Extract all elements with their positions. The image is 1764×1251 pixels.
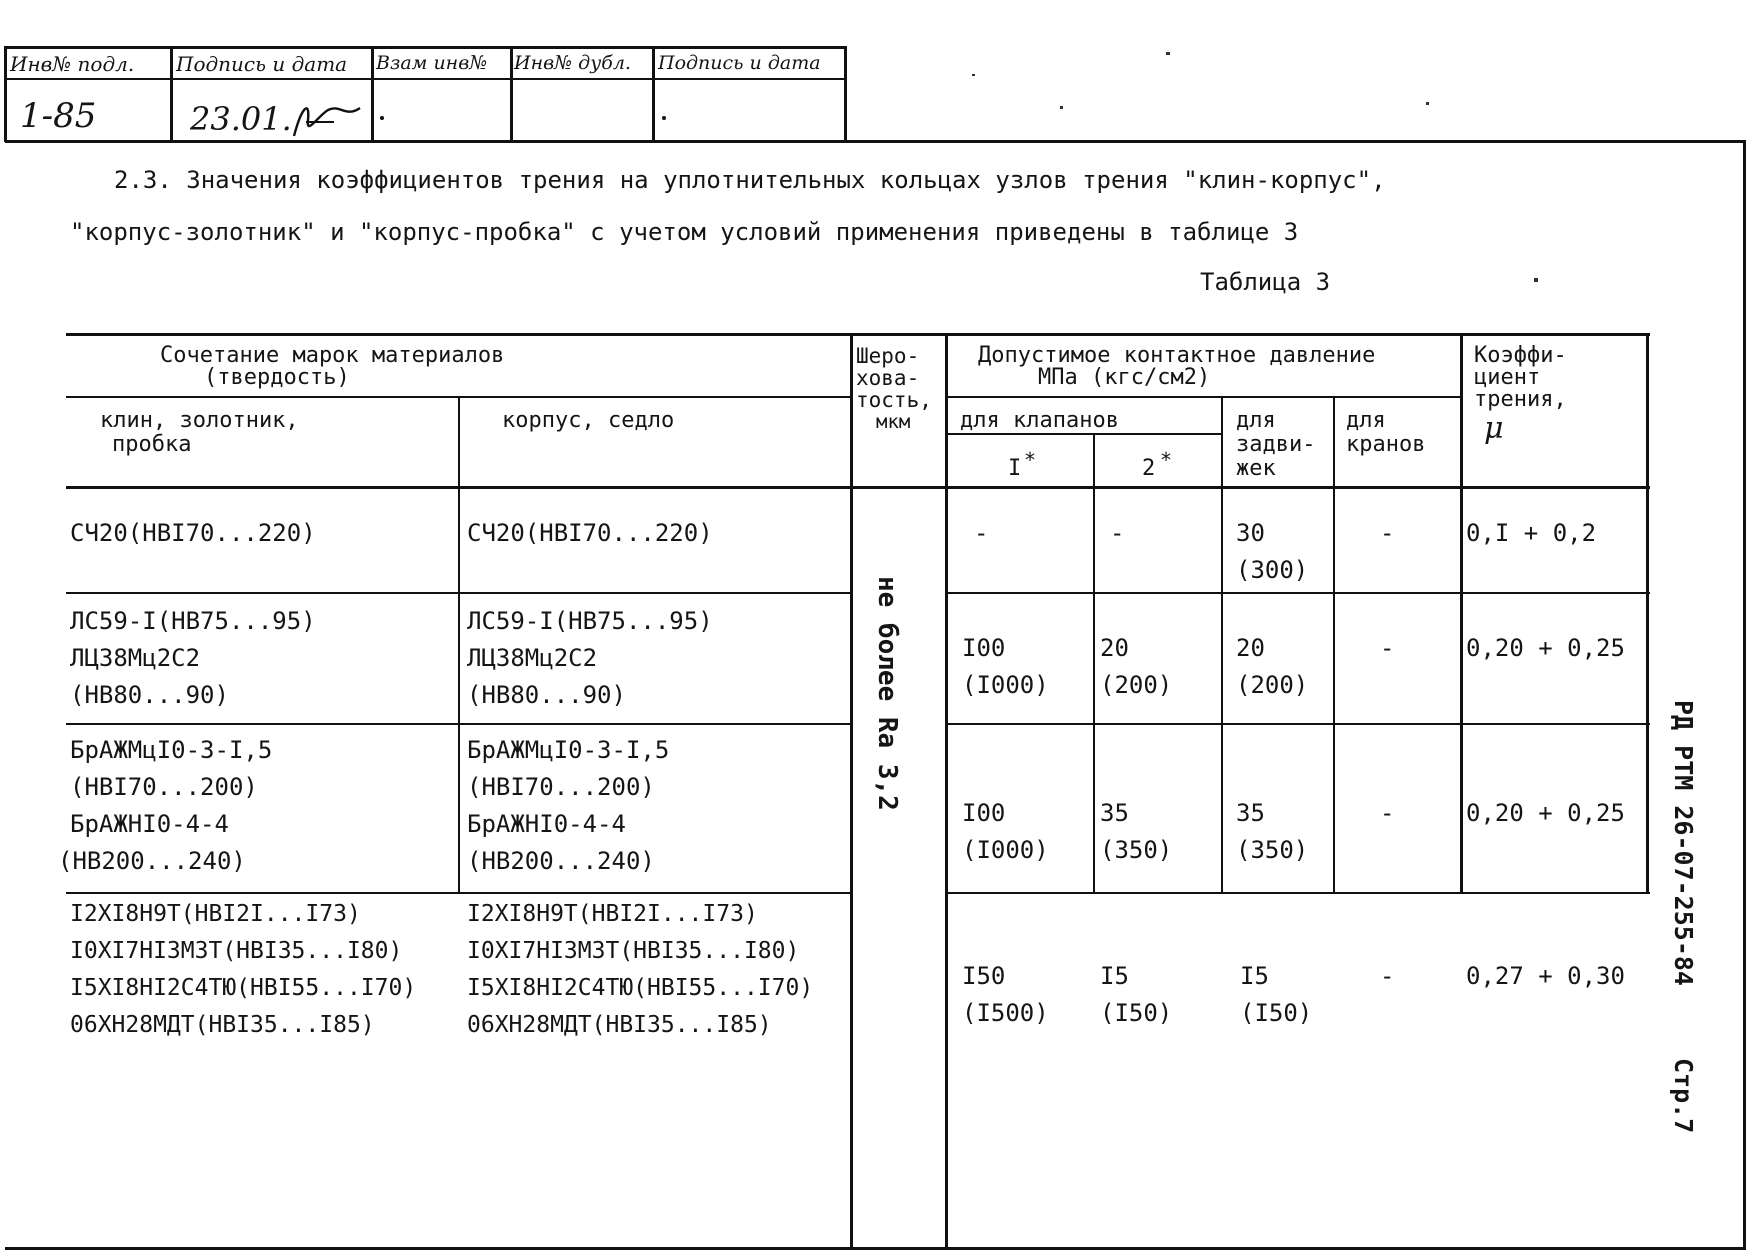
row2-wedge-0: ЛС59-I(НВ75...95) — [70, 607, 316, 635]
header-roughness-unit: мкм — [876, 411, 911, 433]
row3-coef: 0,20 + 0,25 — [1466, 799, 1625, 827]
row1-gate-1: (300) — [1236, 556, 1309, 584]
row1-v1-0: - — [974, 519, 989, 547]
row2-coef: 0,20 + 0,25 — [1466, 634, 1625, 662]
row3-body-1: (НВI70...200) — [467, 773, 655, 801]
header-gate-1: для — [1236, 408, 1276, 433]
row3-gate-0: 35 — [1236, 799, 1265, 827]
scan-speck — [972, 74, 975, 76]
row3-v1-0: I00 — [962, 799, 1006, 827]
paragraph-line-2: "корпус-золотник" и "корпус-пробка" с учетом условий применения приведены в таблице 3 — [70, 218, 1299, 246]
signature-mark — [288, 96, 366, 142]
header-valves: для клапанов — [960, 408, 1119, 433]
header-coef-symbol: μ — [1484, 411, 1504, 446]
row3-v1-1: (I000) — [962, 836, 1049, 864]
row4-wedge-1: I0ХI7НI3М3Т(НВI35...I80) — [70, 938, 403, 964]
row4-wedge-3: 06ХН28МДТ(НВI35...I85) — [70, 1012, 375, 1038]
stamp-header-dup-inv: Инв№ дубл. — [514, 52, 631, 74]
paragraph-line-1: 2.3. Значения коэффициентов трения на уплотнительных кольцах узлов трения "клин-корпус", — [114, 166, 1386, 194]
row4-v1-0: I50 — [962, 962, 1006, 990]
row3-cock: - — [1380, 799, 1395, 827]
table-label: Таблица 3 — [1200, 268, 1331, 296]
stamp-date-value: 23.01. — [190, 100, 292, 138]
stamp-header-signature-date-2: Подпись и дата — [658, 52, 821, 74]
header-wedge: клин, золотник, — [100, 408, 299, 433]
header-gate-2: задви- — [1236, 432, 1316, 457]
row3-body-0: БрАЖМцI0-3-I,5 — [467, 736, 670, 764]
stamp-header-inv-orig: Инв№ подл. — [10, 52, 135, 76]
row4-cock: - — [1380, 962, 1395, 990]
row3-wedge-2: БрАЖНI0-4-4 — [70, 810, 229, 838]
row3-wedge-3: (НВ200...240) — [58, 847, 246, 875]
stamp-header-signature-date: Подпись и дата — [176, 52, 348, 76]
header-roughness-2: хова- — [856, 366, 920, 390]
header-cock-1: для — [1346, 408, 1386, 433]
row4-v2-1: (I50) — [1100, 999, 1173, 1027]
frame-bottom-line — [5, 1247, 1746, 1250]
header-wedge-plug: пробка — [112, 432, 192, 457]
row2-v1-1: (I000) — [962, 671, 1049, 699]
row1-wedge-0: СЧ20(НВI70...220) — [70, 519, 316, 547]
row2-gate-1: (200) — [1236, 671, 1309, 699]
row4-gate-1: (I50) — [1240, 999, 1313, 1027]
row4-body-1: I0ХI7НI3М3Т(НВI35...I80) — [467, 938, 800, 964]
asterisk-icon: * — [1024, 448, 1037, 472]
stamp-dot — [380, 116, 384, 120]
row3-v2-0: 35 — [1100, 799, 1129, 827]
row2-body-0: ЛС59-I(НВ75...95) — [467, 607, 713, 635]
document-code: РД РТМ 26-07-255-84 — [1669, 700, 1698, 986]
row4-gate-0: I5 — [1240, 962, 1269, 990]
row1-v2-0: - — [1110, 519, 1125, 547]
row3-gate-1: (350) — [1236, 836, 1309, 864]
scan-speck — [1166, 52, 1170, 55]
row2-body-1: ЛЦ38Мц2С2 — [467, 644, 598, 672]
roughness-value: не более Ra 3,2 — [872, 576, 902, 811]
header-gate-3: жек — [1236, 456, 1276, 481]
header-materials-hardness: (твердость) — [204, 365, 350, 390]
row4-wedge-0: I2ХI8Н9Т(НВI2I...I73) — [70, 901, 361, 927]
page-number: Стр.7 — [1669, 1058, 1698, 1134]
row4-wedge-2: I5ХI8НI2С4ТЮ(НВI55...I70) — [70, 975, 417, 1001]
row2-gate-0: 20 — [1236, 634, 1265, 662]
stamp-header-replace-inv: Взам инв№ — [376, 52, 488, 74]
row4-v2-0: I5 — [1100, 962, 1129, 990]
row3-body-2: БрАЖНI0-4-4 — [467, 810, 626, 838]
row2-v2-0: 20 — [1100, 634, 1129, 662]
row1-gate-0: 30 — [1236, 519, 1265, 547]
row3-body-3: (НВ200...240) — [467, 847, 655, 875]
stamp-inv-value: 1-85 — [20, 96, 97, 136]
row4-coef: 0,27 + 0,30 — [1466, 962, 1625, 990]
row2-cock: - — [1380, 634, 1395, 662]
header-cock-2: кранов — [1346, 432, 1426, 457]
header-body: корпус, седло — [502, 408, 675, 433]
header-roughness-1: Шеро- — [856, 344, 920, 368]
scan-speck — [1534, 278, 1538, 282]
row4-v1-1: (I500) — [962, 999, 1049, 1027]
row2-wedge-2: (НВ80...90) — [70, 681, 229, 709]
row3-wedge-1: (НВI70...200) — [70, 773, 258, 801]
row2-wedge-1: ЛЦ38Мц2С2 — [70, 644, 201, 672]
row1-body-0: СЧ20(НВI70...220) — [467, 519, 713, 547]
header-pressure: Допустимое контактное давление — [978, 343, 1376, 368]
row1-cock: - — [1380, 519, 1395, 547]
row3-v2-1: (350) — [1100, 836, 1173, 864]
header-coef-2: циент — [1474, 365, 1541, 390]
header-materials: Сочетание марок материалов — [160, 343, 505, 368]
row2-v1-0: I00 — [962, 634, 1006, 662]
row2-v2-1: (200) — [1100, 671, 1173, 699]
header-valve-class-1: I — [1008, 456, 1022, 481]
asterisk-icon: * — [1160, 448, 1173, 472]
row1-coef: 0,I + 0,2 — [1466, 519, 1597, 547]
scan-speck — [1060, 106, 1063, 109]
row3-wedge-0: БрАЖМцI0-3-I,5 — [70, 736, 273, 764]
header-roughness-3: тость, — [856, 388, 932, 412]
row2-body-2: (НВ80...90) — [467, 681, 626, 709]
scan-speck — [1426, 102, 1429, 105]
header-valve-class-2: 2 — [1142, 456, 1156, 481]
row4-body-2: I5ХI8НI2С4ТЮ(НВI55...I70) — [467, 975, 814, 1001]
header-pressure-unit: МПа (кгс/см2) — [1038, 365, 1211, 390]
header-coef-1: Коэффи- — [1474, 343, 1567, 368]
row4-body-0: I2ХI8Н9Т(НВI2I...I73) — [467, 901, 758, 927]
row4-body-3: 06ХН28МДТ(НВI35...I85) — [467, 1012, 772, 1038]
frame-right-line — [1743, 140, 1746, 1250]
header-coef-3: трения, — [1474, 387, 1567, 412]
stamp-dot — [662, 116, 666, 120]
frame-top-line — [5, 140, 1746, 143]
